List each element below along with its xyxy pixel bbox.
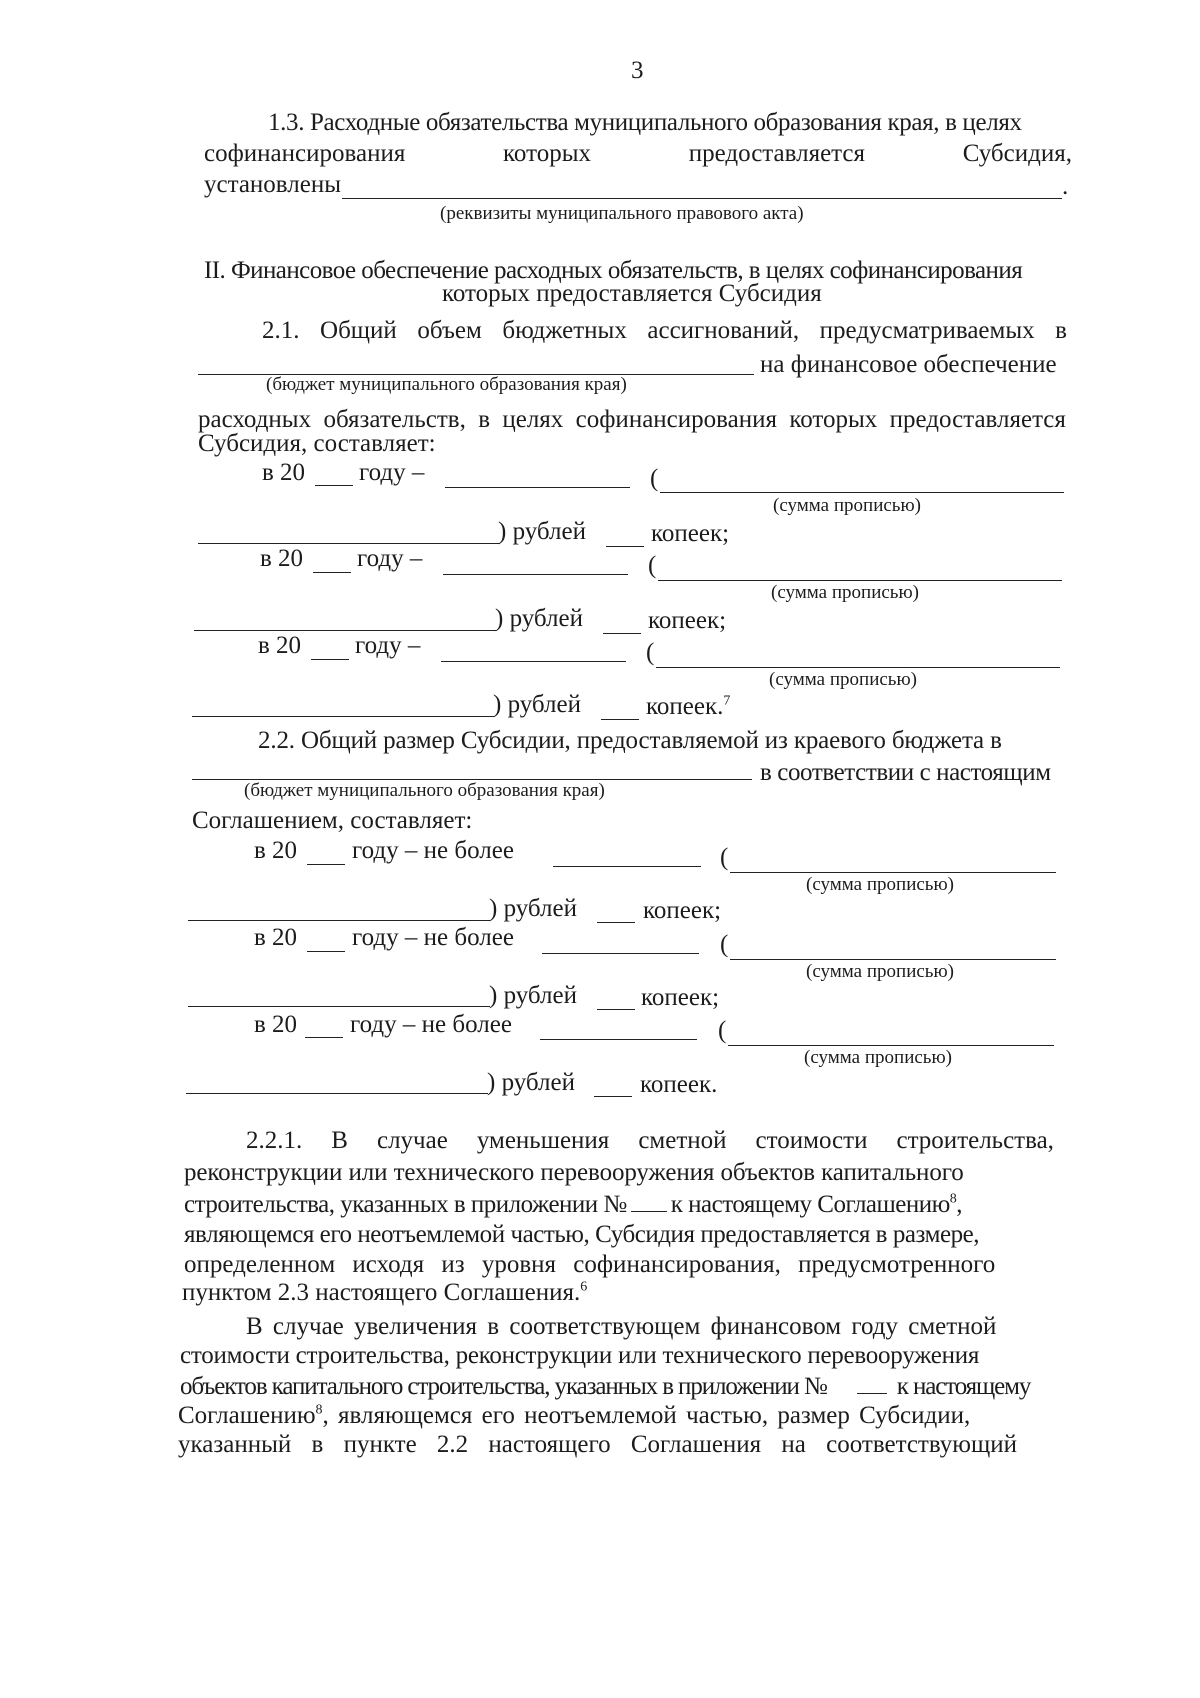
rubles-label: ) рублей (489, 982, 577, 1009)
rubles-label: ) рублей (487, 1069, 575, 1096)
increase-paragraph-line-5: указанный в пункте 2.2 настоящего Соглашения на соответствующий (178, 1431, 1017, 1458)
increase-paragraph-line-4 (178, 1403, 970, 1428)
kopecks-label: копеек; (651, 520, 730, 547)
sum-in-words-continuation-blank[interactable] (194, 630, 496, 631)
caption-sum-in-words: (сумма прописью) (804, 1047, 952, 1068)
section-2-2-1-line-5: определенном исходя из уровня софинансирования, предусмотренного (184, 1251, 996, 1278)
word: предусматриваемых (819, 317, 1035, 344)
year-label-prefix: в 20 (254, 924, 298, 951)
amount-blank[interactable] (540, 1039, 697, 1040)
kopecks-label: копеек; (641, 984, 720, 1011)
section-2-2-line-2-tail: в соответствии с настоящим (760, 759, 1051, 786)
kopecks-label (646, 694, 730, 719)
year-label-prefix: в 20 (258, 632, 302, 659)
section-2-2-1-line-6 (182, 1280, 587, 1305)
year-label-suffix: году – (359, 459, 425, 486)
word: целях (502, 406, 564, 433)
section-2-heading-line-2: которых предоставляется Субсидия (442, 280, 822, 307)
section-2-2-1-line-4: являющемся его неотъемлемой частью, Субсидия предоставляется в размере, (184, 1221, 980, 1248)
year-label-suffix: году – (355, 632, 421, 659)
sum-in-words-blank[interactable] (728, 1045, 1054, 1046)
word: объем (417, 317, 482, 344)
year-label-prefix: в 20 (260, 545, 304, 572)
word: В (331, 1127, 348, 1154)
section-2-1-line-2-tail: на финансовое обеспечение (760, 351, 1057, 378)
line-4-start: Соглашению (178, 1402, 316, 1429)
year-blank[interactable] (305, 1037, 343, 1038)
word: предоставляется (889, 406, 1066, 433)
word: Субсидия, (962, 140, 1072, 167)
page-number: 3 (631, 57, 644, 84)
year-blank[interactable] (315, 485, 353, 486)
open-paren: ( (720, 931, 729, 958)
legal-act-requisites-blank[interactable] (342, 198, 1062, 199)
open-paren: ( (650, 465, 659, 492)
section-2-1-line-1 (262, 318, 1067, 343)
caption-sum-in-words: (сумма прописью) (769, 669, 917, 690)
footnote-6: 6 (580, 1279, 588, 1295)
line-3-end: к настоящему Соглашению (670, 1191, 950, 1218)
line-3-end: к настоящему (896, 1373, 1031, 1400)
section-1-3-line-2 (204, 141, 1072, 166)
kopecks-blank[interactable] (594, 1096, 632, 1097)
word: которых (503, 140, 591, 167)
section-2-1-line-4: Субсидия, составляет: (198, 430, 436, 457)
kopecks-label: копеек. (640, 1071, 718, 1098)
line-6-text: пунктом 2.3 настоящего Соглашения. (182, 1279, 581, 1306)
word: софинансирования (575, 406, 777, 433)
increase-paragraph-line-1: В случае увеличения в соответствующем финансовом году сметной (246, 1313, 997, 1340)
word: предоставляется (688, 140, 865, 167)
section-2-1-line-3 (198, 407, 1066, 432)
section-2-2-1-line-1 (246, 1128, 1054, 1153)
word: 2.2.1. (246, 1127, 303, 1154)
sum-in-words-blank[interactable] (658, 580, 1062, 581)
appendix-number-blank[interactable] (631, 1193, 667, 1212)
word: ассигнований, (647, 317, 800, 344)
kopecks-blank[interactable] (597, 1009, 635, 1010)
word: в (1055, 317, 1067, 344)
word: расходных (198, 406, 312, 433)
footnote-7: 7 (723, 693, 731, 709)
word: уменьшения (476, 1127, 610, 1154)
rubles-label: ) рублей (489, 895, 577, 922)
amount-blank[interactable] (445, 487, 630, 488)
rubles-label: ) рублей (495, 605, 583, 632)
amount-blank[interactable] (443, 574, 628, 575)
rubles-label: ) рублей (493, 691, 581, 718)
amount-blank[interactable] (553, 866, 701, 867)
appendix-number-blank[interactable] (857, 1375, 887, 1394)
section-2-2-1-line-2: реконструкции или технического перевооружения объектов капитального (184, 1159, 964, 1186)
word: в (478, 406, 490, 433)
caption-sum-in-words: (сумма прописью) (806, 874, 954, 895)
year-blank[interactable] (307, 864, 345, 865)
sum-in-words-continuation-blank[interactable] (186, 1093, 488, 1094)
end-dot: . (1062, 173, 1069, 200)
line-4-end: , являющемся его неотъемлемой частью, размер Субсидии, (322, 1402, 971, 1429)
caption-sum-in-words: (сумма прописью) (806, 961, 954, 982)
kopecks-blank[interactable] (597, 922, 635, 923)
caption-budget-1: (бюджет муниципального образования края) (266, 374, 627, 395)
open-paren: ( (648, 552, 657, 579)
section-2-heading-line-1: II. Финансовое обеспечение расходных обязательств, в целях софинансирования (204, 257, 1023, 284)
caption-sum-in-words: (сумма прописью) (771, 582, 919, 603)
kopecks-end-text: копеек. (646, 693, 724, 720)
word: стоимости (755, 1127, 868, 1154)
open-paren: ( (718, 1017, 727, 1044)
year-blank[interactable] (311, 659, 349, 660)
footnote-8: 8 (949, 1191, 957, 1207)
sum-in-words-continuation-blank[interactable] (188, 920, 490, 921)
sum-in-words-blank[interactable] (730, 872, 1056, 873)
word: Общий (320, 317, 397, 344)
kopecks-blank[interactable] (601, 719, 639, 720)
year-label-suffix-not-more: году – не более (350, 1011, 512, 1038)
word: софинансирования (204, 140, 406, 167)
section-2-2-line-3: Соглашением, составляет: (192, 807, 473, 834)
kopecks-label: копеек; (648, 607, 727, 634)
word: обязательств, (323, 406, 466, 433)
increase-paragraph-line-3 (180, 1374, 1030, 1399)
rubles-label: ) рублей (498, 518, 586, 545)
section-2-2-line-1: 2.2. Общий размер Субсидии, предоставляемой из краевого бюджета в (258, 727, 1002, 754)
sum-in-words-continuation-blank[interactable] (198, 543, 500, 544)
word: случае (376, 1127, 448, 1154)
section-1-3-line-3: установлены (204, 171, 342, 198)
sum-in-words-blank[interactable] (660, 492, 1064, 493)
footnote-8: 8 (315, 1402, 323, 1418)
word: строительства, (896, 1127, 1054, 1154)
line-3-start: объектов капитального строительства, указанных в приложении № (180, 1373, 827, 1400)
word: которых (789, 406, 878, 433)
word: 2.1. (262, 317, 300, 344)
kopecks-label: копеек; (643, 897, 722, 924)
year-label-prefix: в 20 (254, 1011, 298, 1038)
section-1-3-line-1: 1.3. Расходные обязательства муниципального образования края, в целях (268, 109, 1022, 136)
section-2-2-1-line-3 (184, 1192, 962, 1217)
sum-in-words-continuation-blank[interactable] (192, 716, 494, 717)
open-paren: ( (646, 639, 655, 666)
caption-legal-act: (реквизиты муниципального правового акта) (440, 203, 804, 224)
sum-in-words-continuation-blank[interactable] (188, 1006, 490, 1007)
word: сметной (638, 1127, 727, 1154)
year-label-prefix: в 20 (262, 459, 306, 486)
comma: , (956, 1191, 963, 1218)
kopecks-blank[interactable] (603, 633, 641, 634)
sum-in-words-blank[interactable] (730, 959, 1056, 960)
caption-sum-in-words: (сумма прописью) (773, 495, 921, 516)
year-label-suffix-not-more: году – не более (352, 837, 514, 864)
amount-blank[interactable] (441, 661, 626, 662)
kopecks-blank[interactable] (606, 546, 644, 547)
year-blank[interactable] (307, 951, 345, 952)
amount-blank[interactable] (542, 953, 699, 954)
word: бюджетных (502, 317, 627, 344)
year-blank[interactable] (313, 572, 351, 573)
sum-in-words-blank[interactable] (656, 667, 1060, 668)
line-3-start: строительства, указанных в приложении № (184, 1191, 627, 1218)
caption-budget-2: (бюджет муниципального образования края) (244, 780, 605, 801)
year-label-suffix-not-more: году – не более (352, 924, 514, 951)
increase-paragraph-line-2: стоимости строительства, реконструкции или технического перевооружения (180, 1342, 980, 1369)
year-label-prefix: в 20 (254, 837, 298, 864)
year-label-suffix: году – (357, 545, 423, 572)
open-paren: ( (720, 844, 729, 871)
